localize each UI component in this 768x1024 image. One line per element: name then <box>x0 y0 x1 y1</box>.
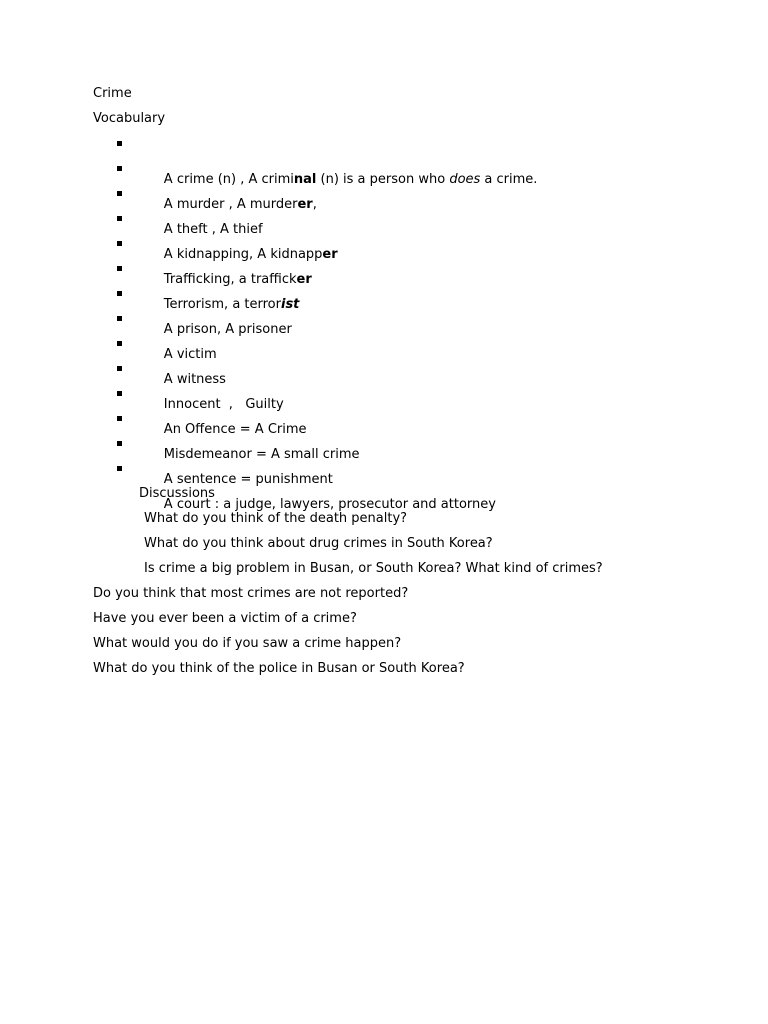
vocabulary-item: Trafficking, a trafficker <box>93 235 733 260</box>
discussion-question: What do you think about drug crimes in South Korea? <box>144 536 493 551</box>
question-line: What do you think of the police in Busan or South Korea? <box>93 661 465 676</box>
square-bullet-icon <box>117 141 122 146</box>
discussion-question: What do you think of the death penalty? <box>144 511 408 526</box>
square-bullet-icon <box>117 166 122 171</box>
square-bullet-icon <box>117 241 122 246</box>
vocabulary-item: A theft , A thief <box>93 185 733 210</box>
square-bullet-icon <box>117 441 122 446</box>
vocabulary-item: A kidnapping, A kidnapper <box>93 210 733 235</box>
document-title: Crime <box>93 86 132 101</box>
square-bullet-icon <box>117 216 122 221</box>
square-bullet-icon <box>117 266 122 271</box>
vocabulary-item: Terrorism, a terrorist <box>93 260 733 285</box>
vocabulary-item: Misdemeanor = A small crime <box>93 410 733 435</box>
square-bullet-icon <box>117 191 122 196</box>
vocabulary-item: A court : a judge, lawyers, prosecutor and attorney <box>93 460 733 485</box>
question-line: What would you do if you saw a crime happen? <box>93 636 402 651</box>
document-page <box>93 85 733 685</box>
square-bullet-icon <box>117 291 122 296</box>
square-bullet-icon <box>117 316 122 321</box>
square-bullet-icon <box>117 416 122 421</box>
square-bullet-icon <box>117 466 122 471</box>
square-bullet-icon <box>117 366 122 371</box>
vocabulary-item: A prison, A prisoner <box>93 285 733 310</box>
question-line: Have you ever been a victim of a crime? <box>93 611 357 626</box>
vocabulary-item: A murder , A murderer, <box>93 160 733 185</box>
square-bullet-icon <box>117 391 122 396</box>
vocabulary-item: Innocent , Guilty <box>93 360 733 385</box>
vocabulary-item: A crime (n) , A criminal (n) is a person who does a crime. <box>93 135 733 160</box>
vocabulary-item: An Offence = A Crime <box>93 385 733 410</box>
vocabulary-heading: Vocabulary <box>93 111 166 126</box>
discussion-question: Is crime a big problem in Busan, or South Korea? What kind of crimes? <box>144 561 603 576</box>
vocabulary-item: A witness <box>93 335 733 360</box>
question-line: Do you think that most crimes are not reported? <box>93 586 409 601</box>
vocabulary-item: A sentence = punishment <box>93 435 733 460</box>
vocabulary-item: A victim <box>93 310 733 335</box>
discussions-heading: Discussions <box>139 486 215 501</box>
square-bullet-icon <box>117 341 122 346</box>
